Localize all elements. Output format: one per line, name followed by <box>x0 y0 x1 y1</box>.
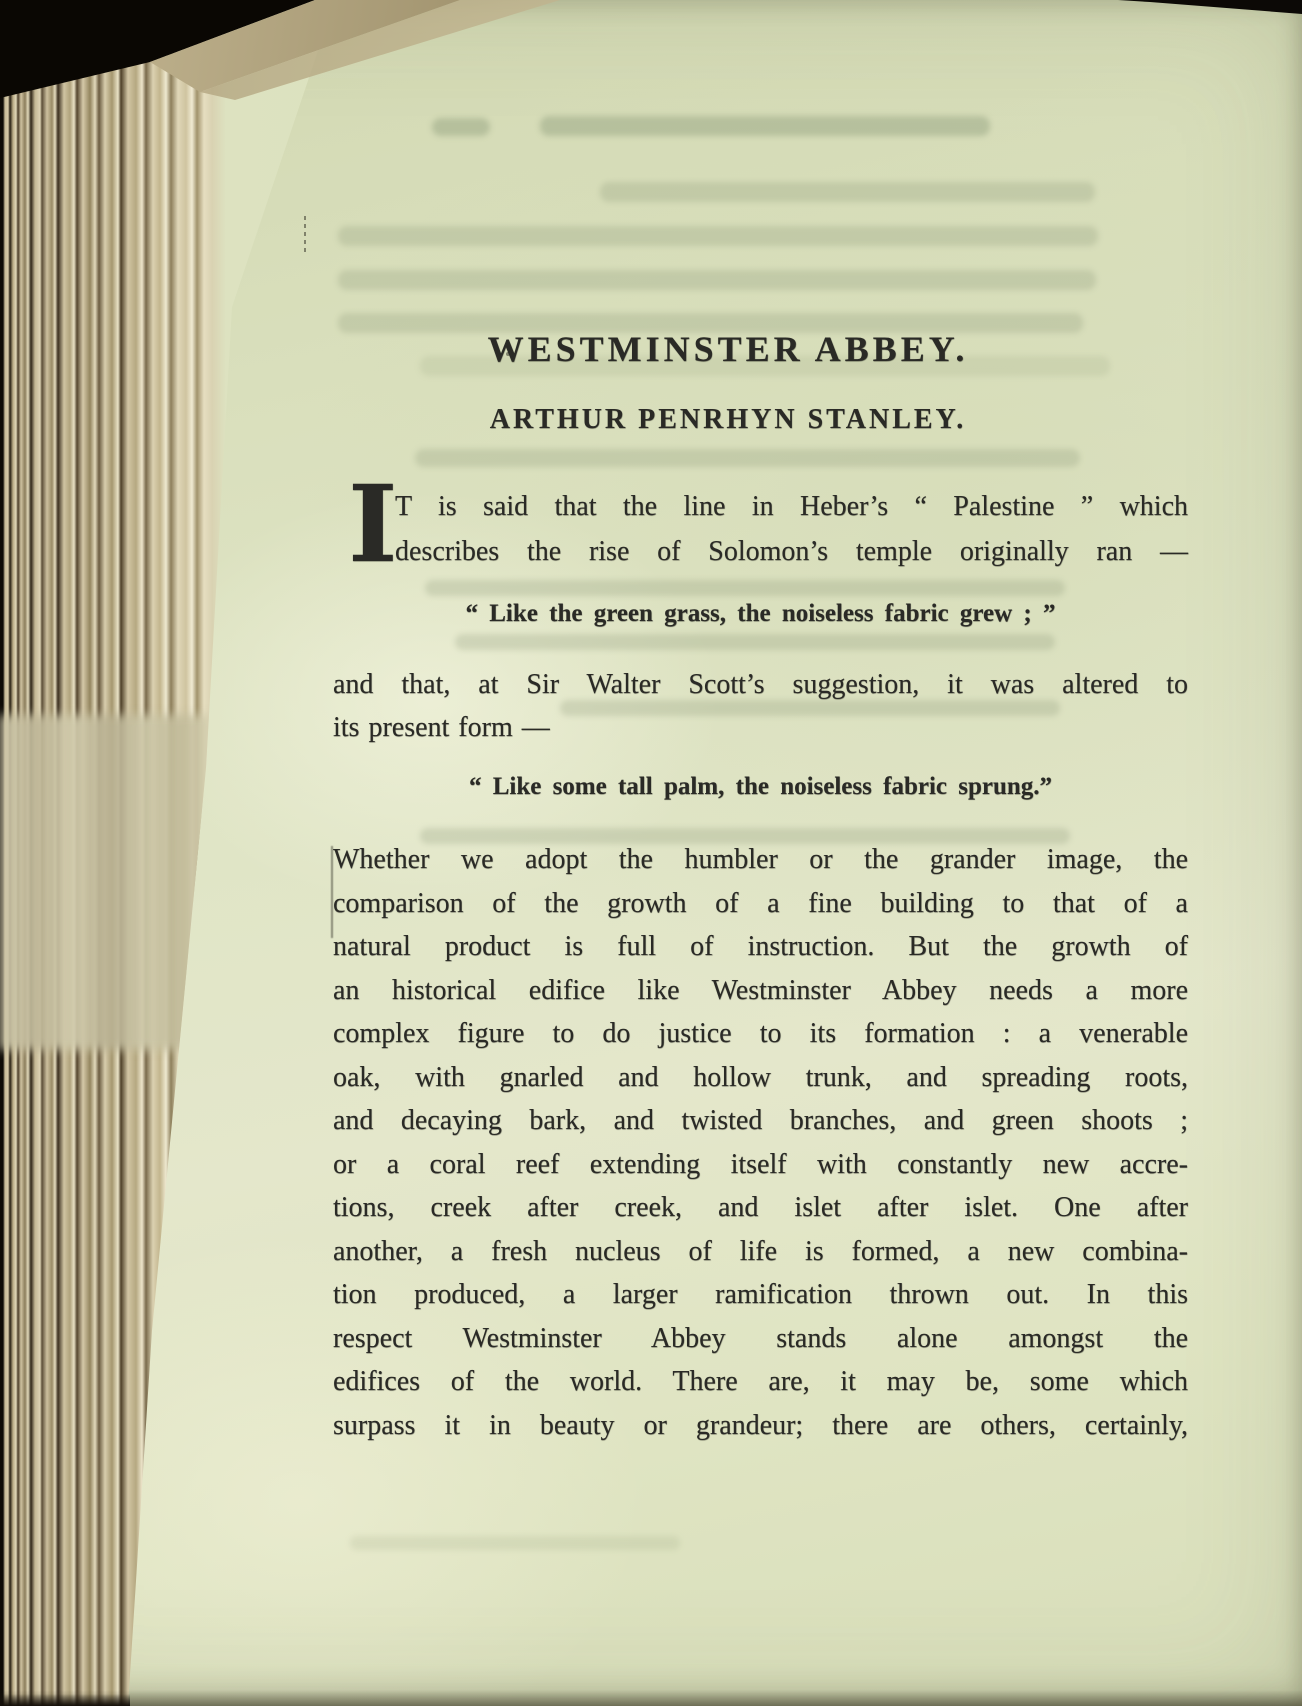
text-line: and decaying bark, and twisted branches, and green shoots ; <box>333 1105 1188 1136</box>
text-line: T is said that the line in Heber’s “ Palestine ” which <box>395 491 1188 522</box>
body-paragraph <box>333 838 1188 1447</box>
show-through-line <box>540 116 990 136</box>
show-through-line <box>338 226 1098 246</box>
show-through-line <box>350 1536 680 1550</box>
page-edges-blur <box>0 715 214 1050</box>
show-through-line <box>455 634 1055 650</box>
text-line: edifices of the world. There are, it may be, some which <box>333 1366 1188 1397</box>
text-line: or a coral reef extending itself with constantly new accre- <box>333 1148 1188 1180</box>
text-line: natural product is full of instruction. But the growth of <box>333 931 1188 962</box>
bottom-shadow <box>0 1690 1302 1706</box>
text-line: oak, with gnarled and hollow trunk, and spreading roots, <box>333 1061 1188 1093</box>
dark-corner-bottom-left <box>0 1694 130 1706</box>
opening-paragraph <box>333 461 1188 586</box>
text-line: comparison of the growth of a fine building to that of a <box>333 887 1188 919</box>
text-line: another, a fresh nucleus of life is formed, a new combina- <box>333 1235 1188 1267</box>
verse-quote-altered: “ Like some tall palm, the noiseless fabric sprung.” <box>468 773 1053 800</box>
article-title: WESTMINSTER ABBEY. <box>487 329 969 369</box>
text-line: Whether we adopt the humbler or the grander image, the <box>333 844 1188 875</box>
text-line: describes the rise of Solomon’s temple originally ran — <box>395 536 1188 567</box>
article-author: ARTHUR PENRHYN STANLEY. <box>489 404 967 435</box>
text-line: an historical edifice like Westminster Abbey needs a more <box>333 974 1188 1006</box>
text-line: tion produced, a larger ramification thrown out. In this <box>333 1279 1188 1310</box>
verse-quote-original: “ Like the green grass, the noiseless fabric grew ; ” <box>465 600 1056 627</box>
show-through-line <box>415 449 1080 467</box>
continuation-paragraph <box>333 663 1188 749</box>
show-through-line <box>338 270 1096 290</box>
drop-cap: I <box>348 461 398 586</box>
show-through-line <box>425 580 1065 596</box>
text-line: and that, at Sir Walter Scott’s suggestion, it was altered to <box>333 669 1188 700</box>
show-through-line <box>600 182 1095 202</box>
text-line: its present form — <box>333 712 550 743</box>
text-line: tions, creek after creek, and islet after islet. One after <box>333 1192 1188 1223</box>
text-line: respect Westminster Abbey stands alone amongst the <box>333 1322 1188 1354</box>
show-through-line <box>432 118 490 136</box>
text-line: complex figure to do justice to its formation : a venerable <box>333 1018 1188 1049</box>
scan-mark <box>304 216 306 254</box>
text-line: surpass it in beauty or grandeur; there are others, certainly, <box>333 1409 1188 1441</box>
book-page-edges <box>0 0 340 1706</box>
